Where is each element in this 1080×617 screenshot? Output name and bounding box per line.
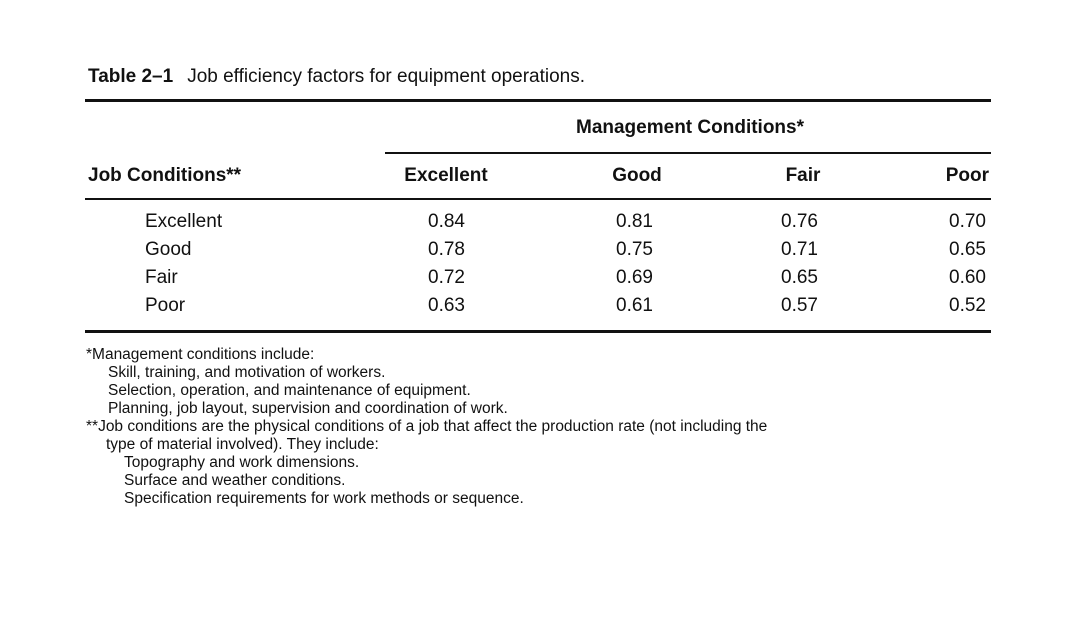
column-header-good: Good <box>612 165 662 186</box>
table-cell: 0.52 <box>949 295 986 316</box>
footnote-management: *Management conditions include: <box>86 346 315 363</box>
column-header-poor: Poor <box>945 165 989 186</box>
table-cell: 0.71 <box>781 239 818 260</box>
table-cell: 0.70 <box>949 211 986 232</box>
table-cell: 0.78 <box>428 239 465 260</box>
table-caption <box>88 66 585 88</box>
table-cell: 0.69 <box>616 267 653 288</box>
bottom-rule <box>85 330 991 333</box>
table-cell: 0.61 <box>616 295 653 316</box>
table-cell: 0.63 <box>428 295 465 316</box>
footnote-job-cont: type of material involved). They include: <box>106 436 379 453</box>
footnote-job: **Job conditions are the physical conditions of a job that affect the production rate (not including the <box>86 418 768 435</box>
footnote-item: Skill, training, and motivation of workers. <box>108 364 386 381</box>
row-label: Excellent <box>145 211 223 232</box>
column-header-excellent: Excellent <box>404 165 488 186</box>
group-rule <box>385 152 991 154</box>
footnote-item: Planning, job layout, supervision and coordination of work. <box>108 400 508 417</box>
footnote-item: Selection, operation, and maintenance of equipment. <box>108 382 471 399</box>
footnote-item: Surface and weather conditions. <box>124 472 346 489</box>
column-header-fair: Fair <box>785 165 821 186</box>
header-rule <box>85 198 991 200</box>
footnote-item: Topography and work dimensions. <box>124 454 360 471</box>
table-cell: 0.76 <box>781 211 818 232</box>
table-cell: 0.65 <box>949 239 986 260</box>
table-title: Job efficiency factors for equipment operations. <box>187 66 586 87</box>
table-cell: 0.60 <box>949 267 986 288</box>
top-rule <box>85 99 991 102</box>
row-label: Fair <box>145 267 178 288</box>
table-cell: 0.65 <box>781 267 818 288</box>
table-cell: 0.57 <box>781 295 818 316</box>
table-cell: 0.84 <box>428 211 465 232</box>
table-cell: 0.75 <box>616 239 653 260</box>
row-label: Good <box>145 239 192 260</box>
table-cell: 0.81 <box>616 211 653 232</box>
table-number: Table 2–1 <box>88 66 174 87</box>
row-label: Poor <box>145 295 186 316</box>
footnote-item: Specification requirements for work methods or sequence. <box>124 490 524 507</box>
job-conditions-header: Job Conditions** <box>88 165 242 186</box>
management-conditions-header: Management Conditions* <box>575 117 805 138</box>
table-cell: 0.72 <box>428 267 465 288</box>
